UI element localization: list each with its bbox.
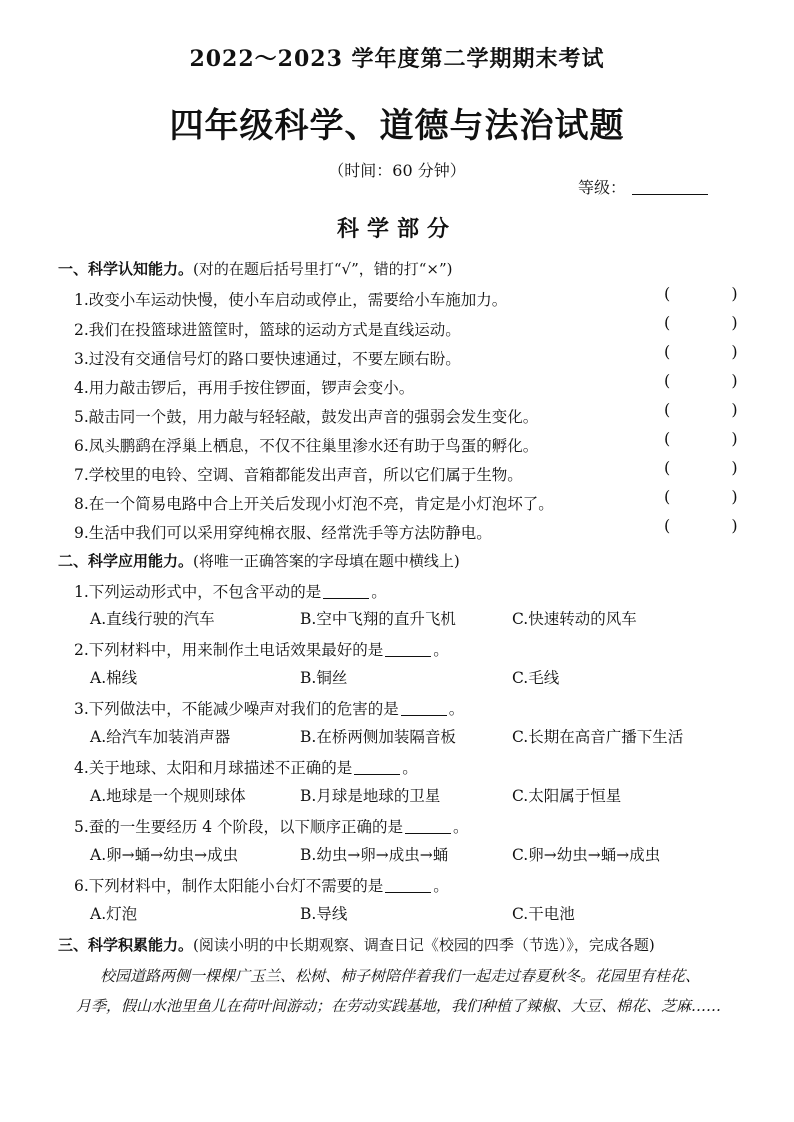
option-b: B.幼虫→卵→成虫→蛹 [300,846,449,864]
answer-paren[interactable]: ( ) [664,342,766,361]
section1-header [58,258,453,279]
answer-blank[interactable] [323,598,369,599]
reading-paragraph-line: 校园道路两侧一棵棵广玉兰、松树、柿子树陪伴着我们一起走过春夏秋冬。花园里有桂花、 [100,967,701,985]
mc-question: 2.下列材料中，用来制作土电话效果最好的是 。 [74,641,449,659]
option-c: C.快速转动的风车 [512,610,637,628]
option-a: A.给汽车加装消声器 [90,728,231,746]
section2-header [58,550,460,571]
option-a: A.棉线 [90,669,138,687]
option-a: A.地球是一个规则球体 [90,787,246,805]
option-b: B.铜丝 [300,669,348,687]
option-b: B.导线 [300,905,348,923]
subject-title: 四年级科学、道德与法治试题 [169,106,625,146]
option-c: C.卵→幼虫→蛹→成虫 [512,846,661,864]
tf-item: 8.在一个简易电路中合上开关后发现小灯泡不亮，肯定是小灯泡坏了。 [74,495,554,513]
mc-question: 1.下列运动形式中，不包含平动的是 。 [74,583,387,601]
tf-item: 2.我们在投篮球进篮筐时，篮球的运动方式是直线运动。 [74,321,461,339]
answer-paren[interactable]: ( ) [664,429,766,448]
grade-label: 等级： [578,178,627,197]
exam-title: 2022～2023 学年度第二学期期末考试 [189,46,605,72]
section1-instruction: (对的在题后括号里打“√”，错的打“×”) [193,260,453,278]
answer-paren[interactable]: ( ) [664,458,766,477]
grade-field [578,175,708,198]
section3-title: 三、科学积累能力。 [58,936,194,954]
mc-question: 5.蚕的一生要经历 4 个阶段，以下顺序正确的是 。 [74,818,469,836]
tf-item: 3.过没有交通信号灯的路口要快速通过，不要左顾右盼。 [74,350,461,368]
tf-item: 1.改变小车运动快慢，使小车启动或停止，需要给小车施加力。 [74,291,508,309]
answer-blank[interactable] [385,892,431,893]
part-title: 科学部分 [336,216,457,242]
answer-blank[interactable] [385,656,431,657]
answer-blank[interactable] [401,715,447,716]
answer-blank[interactable] [354,774,400,775]
option-c: C.毛线 [512,669,560,687]
answer-paren[interactable]: ( ) [664,313,766,332]
tf-item: 9.生活中我们可以采用穿纯棉衣服、经常洗手等方法防静电。 [74,524,492,542]
option-c: C.干电池 [512,905,575,923]
mc-question: 6.下列材料中，制作太阳能小台灯不需要的是 。 [74,877,449,895]
option-c: C.太阳属于恒星 [512,787,622,805]
answer-paren[interactable]: ( ) [664,400,766,419]
answer-paren[interactable]: ( ) [664,371,766,390]
option-a: A.直线行驶的汽车 [90,610,215,628]
tf-item: 7.学校里的电铃、空调、音箱都能发出声音，所以它们属于生物。 [74,466,523,484]
section1-title: 一、科学认知能力。 [58,260,194,278]
mc-question: 4.关于地球、太阳和月球描述不正确的是 。 [74,759,418,777]
answer-blank[interactable] [405,833,451,834]
mc-question: 3.下列做法中，不能减少噪声对我们的危害的是 。 [74,700,465,718]
option-b: B.月球是地球的卫星 [300,787,441,805]
answer-paren[interactable]: ( ) [664,487,766,506]
tf-item: 4.用力敲击锣后，再用手按住锣面，锣声会变小。 [74,379,415,397]
answer-paren[interactable]: ( ) [664,284,766,303]
option-a: A.灯泡 [90,905,138,923]
section3-instruction: (阅读小明的中长期观察、调查日记《校园的四季（节选）》，完成各题) [193,936,655,954]
option-b: B.在桥两侧加装隔音板 [300,728,456,746]
tf-item: 6.凤头鹏鹞在浮巢上栖息，不仅不往巢里渗水还有助于鸟蛋的孵化。 [74,437,539,455]
option-b: B.空中飞翔的直升飞机 [300,610,456,628]
section2-title: 二、科学应用能力。 [58,552,194,570]
reading-paragraph-line: 月季，假山水池里鱼儿在荷叶间游动；在劳动实践基地，我们种植了辣椒、大豆、棉花、芝麻…… [76,997,722,1015]
section2-instruction: (将唯一正确答案的字母填在题中横线上) [193,552,460,570]
grade-blank[interactable] [632,194,708,195]
section3-header [58,934,655,955]
tf-item: 5.敲击同一个鼓，用力敲与轻轻敲，鼓发出声音的强弱会发生变化。 [74,408,539,426]
time-note: （时间：60 分钟） [328,161,466,180]
option-c: C.长期在高音广播下生活 [512,728,684,746]
option-a: A.卵→蛹→幼虫→成虫 [90,846,239,864]
answer-paren[interactable]: ( ) [664,516,766,535]
